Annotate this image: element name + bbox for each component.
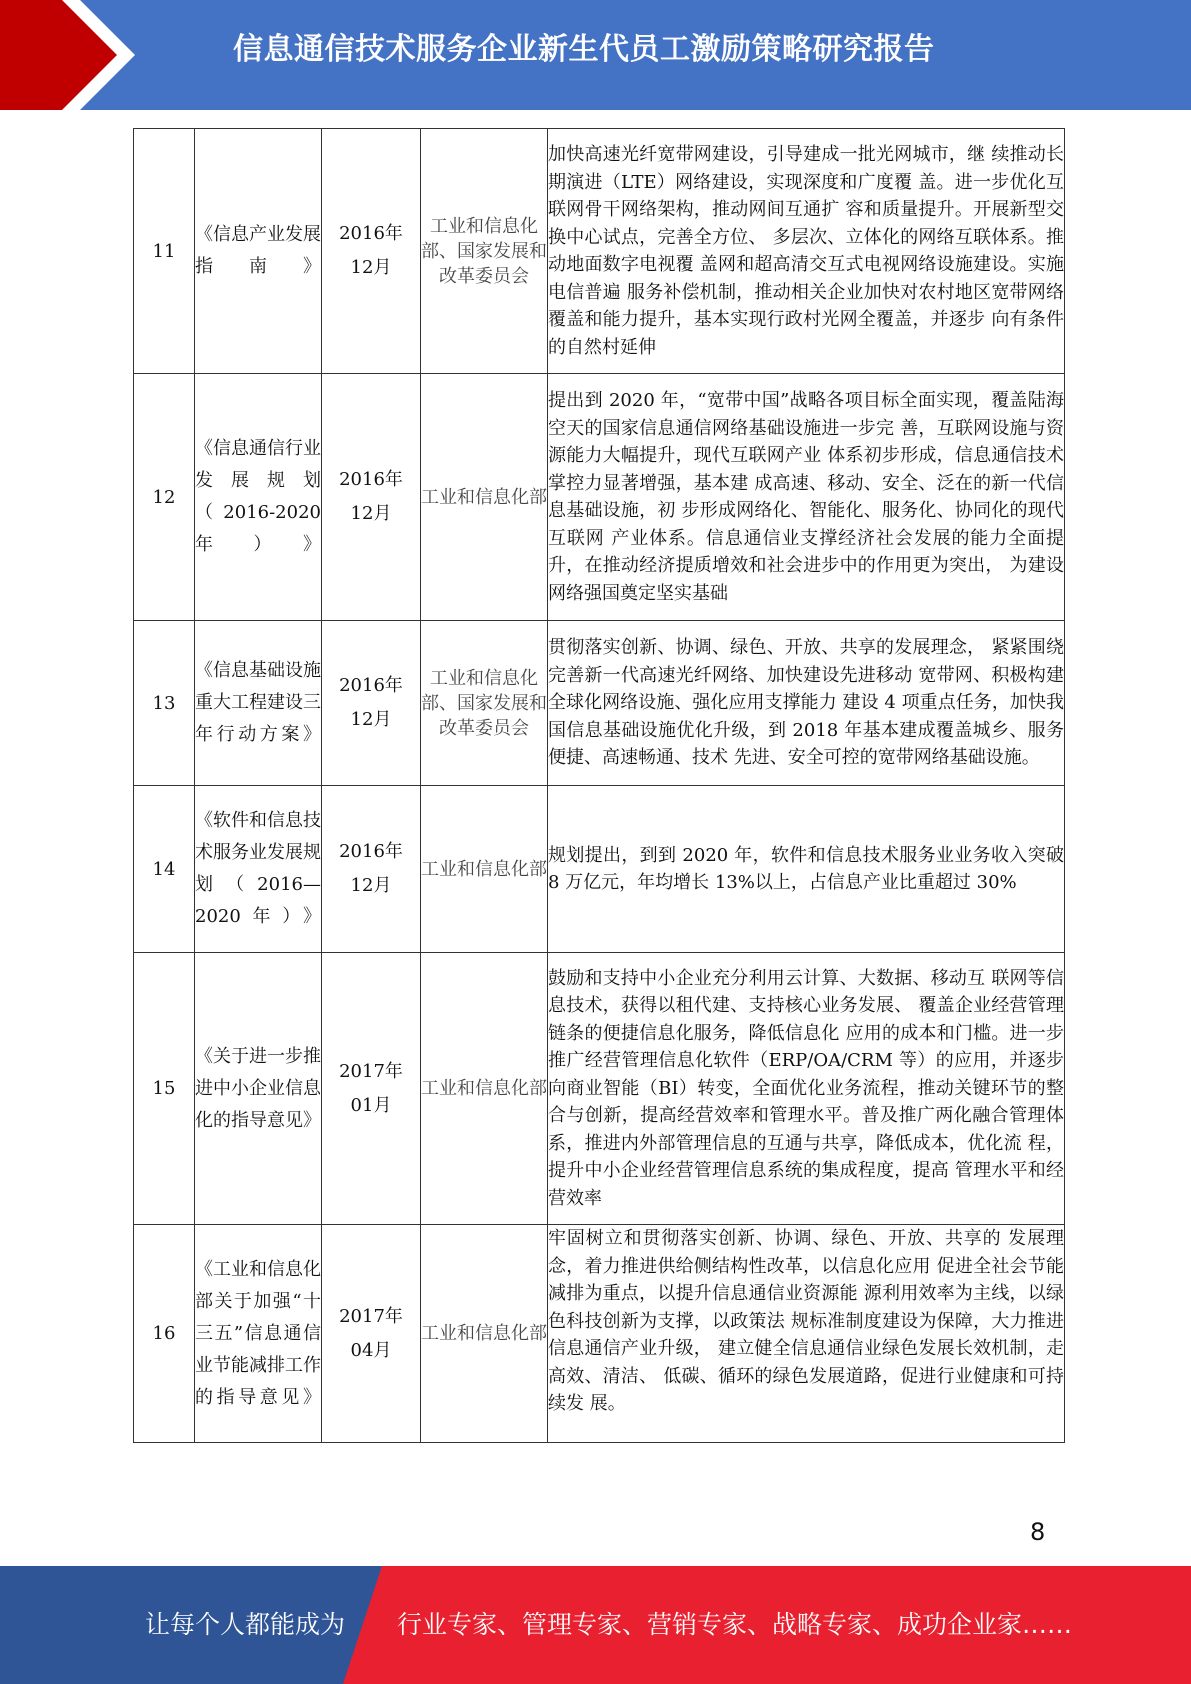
- page-footer: [0, 1566, 1191, 1684]
- issue-date: [322, 953, 421, 1225]
- issue-year: 2016年: [339, 469, 403, 490]
- policy-content-text: 规划提出，到到 2020 年，软件和信息技术服务业业务收入突破 8 万亿元，年均增长 13%以上，占信息产业比重超过 30%: [548, 844, 1064, 893]
- issuing-department: 工业和信息化部、国家发展和改革委员会: [421, 621, 548, 786]
- table-row: [134, 786, 1065, 953]
- row-number: 12: [134, 374, 195, 621]
- issue-month: 12月: [350, 503, 392, 524]
- table-row: [134, 374, 1065, 621]
- issue-month: 01月: [350, 1094, 392, 1116]
- policy-name: 《关于进一步推进中小企业信息化的指导意见》: [195, 953, 322, 1225]
- issue-year: 2016年: [339, 223, 403, 244]
- issue-month: 12月: [350, 257, 392, 278]
- issue-date: [322, 1225, 421, 1443]
- table-row: [134, 1225, 1065, 1443]
- issuing-department: 工业和信息化部: [421, 1225, 548, 1443]
- policy-name: 《信息通信行业发展规划（2016-2020年）》: [195, 374, 322, 621]
- policy-content: [548, 621, 1065, 786]
- policy-content: [548, 374, 1065, 621]
- policy-content-text: 贯彻落实创新、协调、绿色、开放、共享的发展理念， 紧紧围绕完善新一代高速光纤网络、加快建设先进移动 宽带网、积极构建全球化网络设施、强化应用支撑能力 建设 4 项重点任务，加快我国信息基础设施优化升级，到 2018 年基本建成覆盖城乡、服务便捷、高速畅通、技术 先进、安全可控的宽带网络基础设施。: [548, 637, 1064, 769]
- row-number: 16: [134, 1225, 195, 1443]
- page-header: [0, 0, 1191, 110]
- policy-name: 《信息基础设施重大工程建设三年行动方案》: [195, 621, 322, 786]
- policy-content-text: 加快高速光纤宽带网建设，引导建成一批光网城市，继 续推动长期演进（LTE）网络建设，实现深度和广度覆 盖。进一步优化互联网骨干网络架构，推动网间互通扩 容和质量提升。开展新型交换中心试点，完善全方位、 多层次、立体化的网络互联体系。推动地面数字电视覆 盖网和超高清交互式电视网络设施建设。实施电信普遍 服务补偿机制，推动相关企业加快对农村地区宽带网络 覆盖和能力提升，基本实现行政村光网全覆盖，并逐步 向有条件的自然村延伸: [548, 144, 1064, 358]
- row-number: 15: [134, 953, 195, 1225]
- issue-year: 2016年: [339, 841, 403, 862]
- row-number: 14: [134, 786, 195, 953]
- policy-name: 《软件和信息技术服务业发展规划（2016—2020年）》: [195, 786, 322, 953]
- policy-content: [548, 953, 1065, 1225]
- issue-date: [322, 129, 421, 374]
- row-number: 13: [134, 621, 195, 786]
- issue-month: 04月: [350, 1339, 392, 1361]
- issuing-department: 工业和信息化部、国家发展和改革委员会: [421, 129, 548, 374]
- issuing-department: 工业和信息化部: [421, 953, 548, 1225]
- issue-date: [322, 786, 421, 953]
- report-title: 信息通信技术服务企业新生代员工激励策略研究报告: [233, 32, 935, 67]
- policy-content: [548, 786, 1065, 953]
- issue-date: [322, 374, 421, 621]
- issue-month: 12月: [350, 709, 392, 730]
- policy-content-text: 提出到 2020 年，“宽带中国”战略各项目标全面实现，覆盖陆海空天的国家信息通信网络基础设施进一步完 善，互联网设施与资源能力大幅提升，现代互联网产业 体系初步形成，信息通信技术掌控力显著增强，基本建 成高速、移动、安全、泛在的新一代信息基础设施，初 步形成网络化、智能化、服务化、协同化的现代互联网 产业体系。信息通信业支撑经济社会发展的能力全面提 升，在推动经济提质增效和社会进步中的作用更为突出， 为建设网络强国奠定坚实基础: [548, 390, 1064, 604]
- footer-slogan-left: 让每个人都能成为: [145, 1610, 346, 1639]
- policy-content: [548, 129, 1065, 374]
- table-row: [134, 953, 1065, 1225]
- issue-month: 12月: [350, 875, 392, 896]
- table-row: [134, 129, 1065, 374]
- row-number: 11: [134, 129, 195, 374]
- policy-content-text: 鼓励和支持中小企业充分利用云计算、大数据、移动互 联网等信息技术，获得以租代建、支持核心业务发展、 覆盖企业经营管理链条的便捷信息化服务，降低信息化 应用的成本和门槛。进一步推广经营管理信息化软件（ERP/OA/CRM 等）的应用，并逐步向商业智能（BI）转变，全面优化业务流程，推动关键环节的整合与创新，提高经营效率和管理水平。普及推广两化融合管理体系，推进内外部管理信息的互通与共享，降低成本，优化流 程，提升中小企业经营管理信息系统的集成程度，提高 管理水平和经营效率: [548, 967, 1064, 1209]
- issue-year: 2017年: [339, 1305, 403, 1327]
- policy-name: 《信息产业发展指南》: [195, 129, 322, 374]
- page-number: 8: [1030, 1518, 1046, 1546]
- issue-date: [322, 621, 421, 786]
- footer-slogan-right: 行业专家、管理专家、营销专家、战略专家、成功企业家……: [397, 1610, 1073, 1639]
- table-row: [134, 621, 1065, 786]
- policy-content-text: 牢固树立和贯彻落实创新、协调、绿色、开放、共享的 发展理念，着力推进供给侧结构性改革，以信息化应用 促进全社会节能减排为重点，以提升信息通信业资源能 源利用效率为主线，以绿色科技创新为支撑，以政策法 规标准制度建设为保障，大力推进信息通信产业升级， 建立健全信息通信业绿色发展长效机制，走高效、清洁、 低碳、循环的绿色发展道路，促进行业健康和可持续发 展。: [548, 1228, 1064, 1414]
- policy-content: [548, 1225, 1065, 1443]
- issue-year: 2016年: [339, 675, 403, 696]
- header-arrow-icon: [0, 0, 160, 110]
- policy-table: [133, 128, 1065, 1443]
- policy-name: 《工业和信息化部关于加强“十三五”信息通信业节能减排工作的指导意见》: [195, 1225, 322, 1443]
- issuing-department: 工业和信息化部: [421, 374, 548, 621]
- issue-year: 2017年: [339, 1060, 403, 1082]
- issuing-department: 工业和信息化部: [421, 786, 548, 953]
